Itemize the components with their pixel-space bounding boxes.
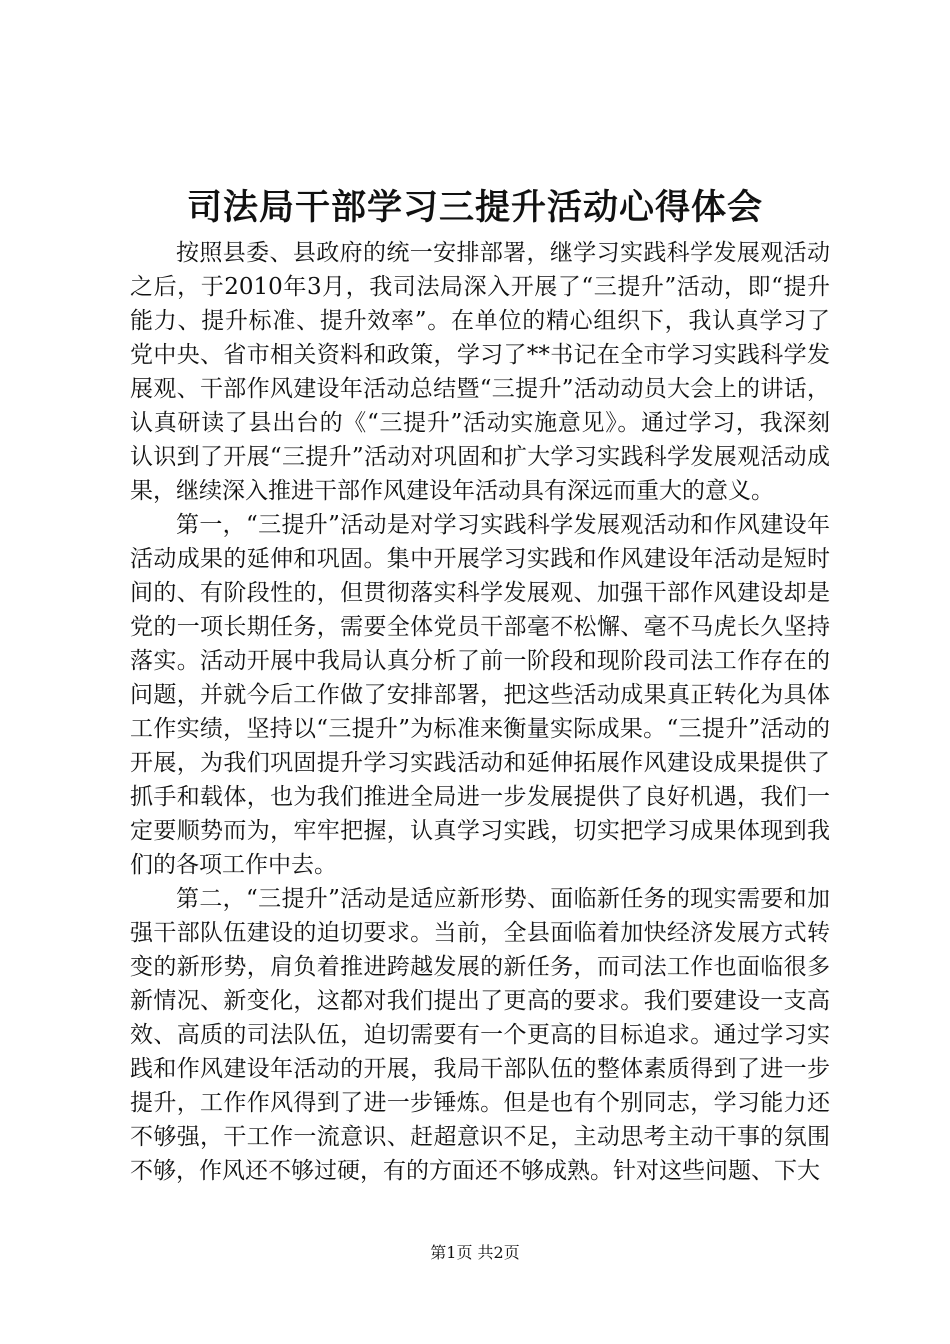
paragraph-first-point: 第一，“三提升”活动是对学习实践科学发展观活动和作风建设年活动成果的延伸和巩固。集中开展学习实践和作风建设年活动是短时间的、有阶段性的，但贯彻落实科学发展观、加强干部作风建设却是党的一项长期任务，需要全体党员干部毫不松懈、毫不马虎长久坚持落实。活动开展中我局认真分析了前一阶段和现阶段司法工作存在的问题，并就今后工作做了安排部署，把这些活动成果真正转化为具体工作实绩，坚持以“三提升”为标准来衡量实际成果。“三提升”活动的开展，为我们巩固提升学习实践活动和延伸拓展作风建设成果提供了抓手和载体，也为我们推进全局进一步发展提供了良好机遇，我们一定要顺势而为，牢牢把握，认真学习实践，切实把学习成果体现到我们的各项工作中去。: [130, 512, 830, 878]
page-footer: [0, 1241, 950, 1265]
document-body: [130, 236, 830, 1188]
paragraph-second-point: 第二，“三提升”活动是适应新形势、面临新任务的现实需要和加强干部队伍建设的迫切要求。当前，全县面临着加快经济发展方式转变的新形势，肩负着推进跨越发展的新任务，而司法工作也面临很多新情况、新变化，这都对我们提出了更高的要求。我们要建设一支高效、高质的司法队伍，迫切需要有一个更高的目标追求。通过学习实践和作风建设年活动的开展，我局干部队伍的整体素质得到了进一步提升，工作作风得到了进一步锤炼。但是也有个别同志，学习能力还不够强，干工作一流意识、赶超意识不足，主动思考主动干事的氛围不够，作风还不够过硬，有的方面还不够成熟。针对这些问题、下大: [130, 886, 830, 1184]
page-indicator: 第1页 共2页: [430, 1243, 520, 1262]
document-title: 司法局干部学习三提升活动心得体会: [186, 187, 763, 228]
paragraph-intro: 按照县委、县政府的统一安排部署，继学习实践科学发展观活动之后，于2010年3月，我司法局深入开展了“三提升”活动，即“提升能力、提升标准、提升效率”。在单位的精心组织下，我认真学习了党中央、省市相关资料和政策，学习了**书记在全市学习实践科学发展观、干部作风建设年活动总结暨“三提升”活动动员大会上的讲话，认真研读了县出台的《“三提升”活动实施意见》。通过学习，我深刻认识到了开展“三提升”活动对巩固和扩大学习实践科学发展观活动成果，继续深入推进干部作风建设年活动具有深远而重大的意义。: [130, 240, 830, 504]
